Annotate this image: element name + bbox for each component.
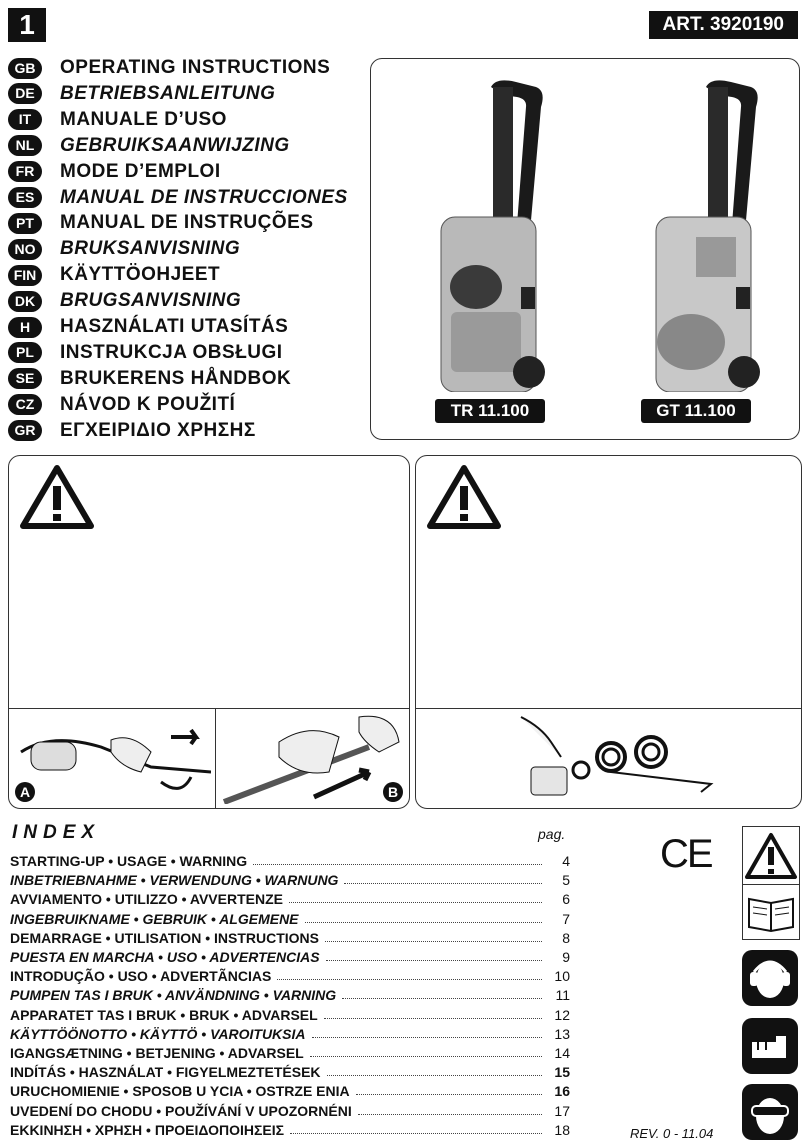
index-row [10,1061,570,1080]
language-title: HASZNÁLATI UTASÍTÁS [60,316,289,337]
lance-connection-illustration-b [219,712,407,804]
index-entry-text: URUCHOMIENIE • SPOSOB U YCIA • OSTRZE ENIA [10,1083,350,1100]
language-entry [8,160,221,184]
index-page-number: 14 [554,1045,570,1061]
language-code-badge: CZ [8,394,42,415]
language-code-badge: GR [8,420,42,441]
language-title: GEBRUIKSAANWIJZING [60,134,290,156]
language-entry [8,211,314,235]
figure-label-a: A [15,782,35,802]
language-code-badge: PL [8,342,42,363]
language-code-badge: NO [8,239,42,260]
language-code-badge: ES [8,187,42,208]
index-leader-dots [324,1018,542,1019]
language-entry [8,289,241,313]
index-row [10,1023,570,1042]
index-leader-dots [342,998,542,999]
index-row [10,965,570,984]
index-row [10,1004,570,1023]
language-entry [8,186,348,210]
language-title: BRUKSANVISNING [60,238,241,260]
index-entry-text: KÄYTTÖÖNOTTO • KÄYTTÖ • VAROITUKSIA [10,1025,306,1042]
index-row [10,869,570,888]
model-label-gt: GT 11.100 [641,399,751,423]
language-entry [8,419,256,443]
goggles-icon [742,1084,798,1140]
index-leader-dots [289,902,542,903]
index-entry-text: UVEDENÍ DO CHODU • POUŽÍVÁNÍ V UPOZORNÉNI [10,1102,352,1119]
language-entry [8,134,290,158]
index-page-number: 7 [562,910,570,927]
index-page-number: 12 [554,1006,570,1023]
index-leader-dots [358,1114,542,1115]
language-entry [8,237,240,261]
language-entry [8,108,227,132]
language-entry [8,263,220,287]
index-entry-text: INGEBRUIKNAME • GEBRUIK • ALGEMENE [10,910,299,927]
warning-triangle-icon [19,464,95,530]
index-entry-text: STARTING-UP • USAGE • WARNING [10,853,248,869]
index-row [10,850,570,869]
index-leader-dots [290,1133,542,1134]
index-row [10,1080,570,1099]
index-leader-dots [253,864,542,865]
language-title: MODE D’EMPLOI [60,160,221,182]
pressure-washer-gt-illustration [636,77,766,392]
index-page-number: 15 [554,1064,570,1081]
language-title: BRUGSANVISNING [60,290,242,312]
warning-panel-left [8,455,410,809]
index-entry-text: AVVIAMENTO • UTILIZZO • AVVERTENZE [10,891,283,908]
index-row [10,1119,570,1138]
language-title: MANUAL DE INSTRUÇÕES [60,212,314,234]
divider [215,708,216,808]
index-page-number: 16 [554,1083,570,1100]
index-page-number: 5 [562,872,570,889]
index-leader-dots [327,1075,542,1076]
index-page-number: 11 [555,987,570,1004]
index-pag-label: pag. [538,826,566,842]
language-entry [8,315,288,339]
language-code-badge: DK [8,291,42,312]
index-entry-text: PUESTA EN MARCHA • USO • ADVERTENCIAS [10,949,320,965]
index-row [10,1042,570,1061]
language-title: ΕΓΧΕΙΡΙΔΙΟ ΧΡΗΣΗΣ [60,419,256,441]
figure-label-b: B [383,782,403,802]
language-title: OPERATING INSTRUCTIONS [60,57,331,78]
language-code-badge: GB [8,58,42,79]
page-number: 1 [8,8,46,42]
index-page-number: 13 [554,1025,570,1042]
language-code-badge: FIN [8,265,42,286]
index-row [10,946,570,965]
language-code-badge: H [8,317,42,338]
divider [416,708,801,709]
index-leader-dots [305,922,542,923]
lance-connection-illustration-a [11,712,211,802]
product-image-box [370,58,800,440]
language-code-badge: PT [8,213,42,234]
manual-book-icon [742,884,800,940]
language-code-badge: DE [8,83,42,104]
warning-triangle-icon [426,464,502,530]
index-title: INDEX [12,822,101,843]
language-entry [8,367,291,391]
index-leader-dots [310,1056,542,1057]
index-entry-text: INTRODUÇÃO • USO • ADVERTÃNCIAS [10,968,272,985]
index-entry-text: PUMPEN TAS I BRUK • ANVÄNDNING • VARNING [10,987,337,1004]
index-entry-text: ΕΚΚΙΝΗΣΗ • ΧΡΗΣΗ • ΠΡΟΕΙΔΟΠΟΙΗΣΕΙΣ [10,1121,285,1138]
language-entry [8,341,283,365]
index-page-number: 18 [554,1121,570,1138]
index-entry-text: INDÍTÁS • HASZNÁLAT • FIGYELMEZTETÉSEK [10,1064,321,1081]
index-row [10,984,570,1003]
index-page-number: 10 [554,968,570,985]
language-title: MANUAL DE INSTRUCCIONES [60,186,348,208]
language-title: KÄYTTÖOHJEET [60,264,221,286]
language-title: BETRIEBSANLEITUNG [60,82,276,104]
language-title: INSTRUKCJA OBSŁUGI [60,341,283,363]
index-page-number: 9 [562,949,570,965]
article-number: ART. 3920190 [649,11,798,39]
ear-protection-icon [742,950,798,1006]
language-title: BRUKERENS HÅNDBOK [60,367,292,389]
index-leader-dots [344,883,542,884]
index-row [10,1100,570,1119]
index-leader-dots [356,1094,542,1095]
index-entry-text: IGANGSÆTNING • BETJENING • ADVARSEL [10,1045,304,1061]
index-entry-text: INBETRIEBNAHME • VERWENDUNG • WARNUNG [10,872,339,889]
language-entry [8,393,235,417]
language-code-badge: NL [8,135,42,156]
index-entry-text: APPARATET TAS I BRUK • BRUK • ADVARSEL [10,1006,318,1023]
model-label-tr: TR 11.100 [435,399,545,423]
index-leader-dots [277,979,542,980]
hose-coupling-illustration [511,712,721,804]
index-page-number: 6 [562,891,570,908]
language-entry [8,56,330,80]
revision-label: REV. 0 - 11.04 [630,1126,714,1141]
index-page-number: 17 [554,1102,570,1119]
index-leader-dots [312,1037,542,1038]
warning-panel-right [415,455,802,809]
index-page-number: 4 [562,853,570,869]
ce-mark: CE [660,832,712,876]
gloves-icon [742,1018,798,1074]
index-leader-dots [325,941,542,942]
index-leader-dots [326,960,542,961]
language-title: NÁVOD K POUŽITÍ [60,393,236,415]
language-title: MANUALE D’USO [60,108,227,130]
index-row [10,927,570,946]
pressure-washer-tr-illustration [421,77,551,392]
language-entry [8,82,275,106]
language-code-badge: FR [8,161,42,182]
language-code-badge: SE [8,368,42,389]
language-code-badge: IT [8,109,42,130]
warning-triangle-icon [742,826,800,886]
index-row [10,908,570,927]
index-entry-text: DEMARRAGE • UTILISATION • INSTRUCTIONS [10,929,319,946]
divider [9,708,409,709]
index-row [10,888,570,907]
index-page-number: 8 [562,929,570,946]
